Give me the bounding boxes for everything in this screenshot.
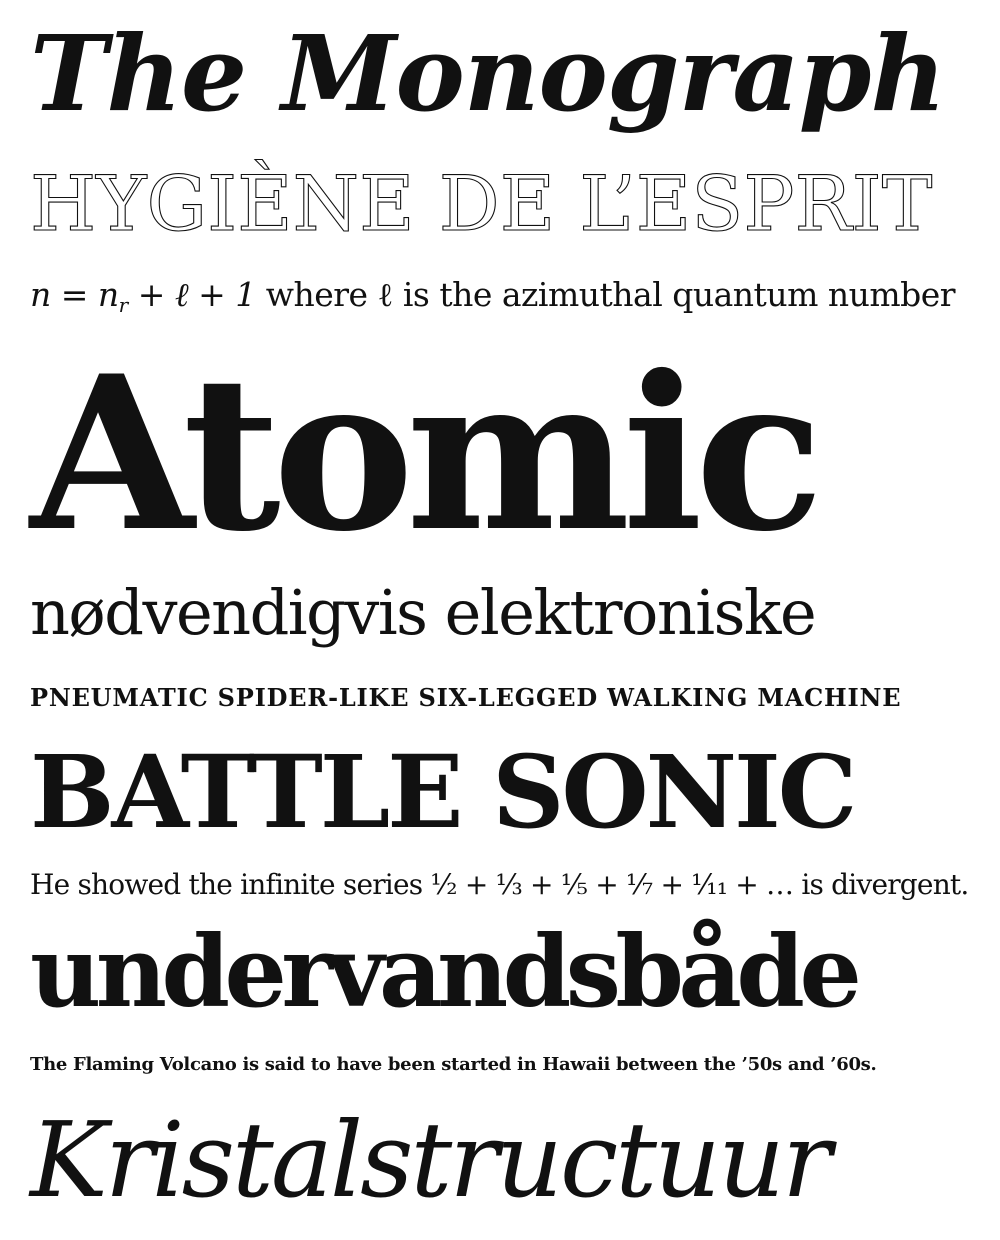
formula-nr-sub: r (118, 293, 128, 317)
battle-line: BATTLE SONIC (30, 733, 855, 851)
formula-eq: = (50, 275, 98, 314)
formula-n: n (30, 275, 51, 314)
volcano-sentence: The Flaming Volcano is said to have been started in Hawaii between the ’50s and ’60s. (30, 1054, 877, 1075)
formula-line (30, 275, 972, 317)
caps-line: PNEUMATIC SPIDER-LIKE SIX-LEGGED WALKING MACHINE (30, 683, 902, 712)
series-sentence: He showed the infinite series ½ + ⅓ + ⅕ + ⅐ + ⅟₁₁ + … is divergent. (30, 868, 969, 901)
specimen-title: The Monograph (30, 12, 946, 135)
formula-plus-l: + ℓ + 1 (127, 275, 256, 314)
outline-line: HYGIÈNE DE L’ESPRIT (30, 159, 933, 248)
danish-line: undervandsbåde (30, 915, 857, 1030)
big-word: Atomic (30, 329, 817, 578)
norwegian-line: nødvendigvis elektroniske (30, 576, 816, 649)
formula-nr: n (97, 275, 119, 314)
dutch-line: Kristalstructuur (30, 1099, 829, 1221)
formula-text: where ℓ is the azimuthal quantum number (255, 275, 956, 314)
